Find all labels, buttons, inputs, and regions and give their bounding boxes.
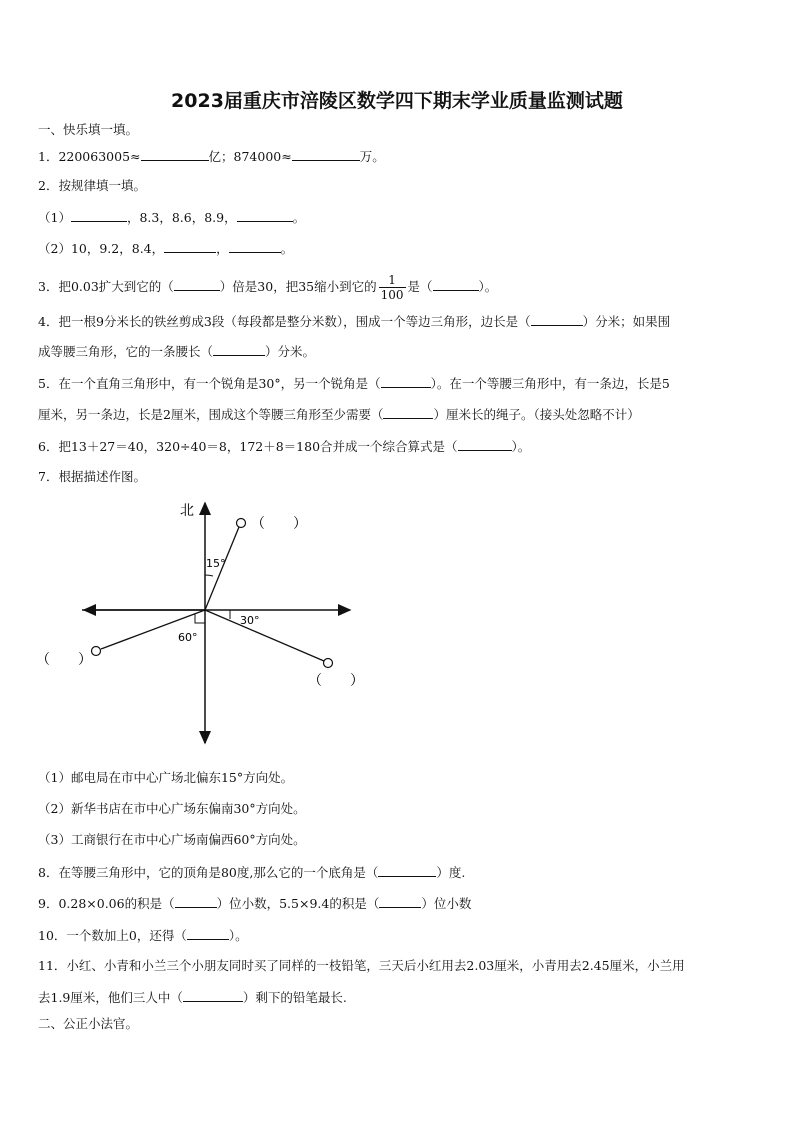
north-label: 北 <box>180 503 194 519</box>
q9-text-a: 9．0.28×0.06的积是（ <box>38 896 175 911</box>
angle-marker-60 <box>195 614 205 623</box>
fraction <box>379 273 406 302</box>
question-1 <box>38 146 758 167</box>
answer-blank[interactable] <box>379 893 421 908</box>
q9-text-c: ）位小数 <box>421 896 472 911</box>
answer-blank[interactable] <box>433 276 479 291</box>
question-3 <box>38 273 758 302</box>
q8-text-a: 8．在等腰三角形中，它的顶角是80度,那么它的一个底角是（ <box>38 865 379 880</box>
question-7-item-1: （1）邮电局在市中心广场北偏东15°方向处。 <box>38 770 294 785</box>
angle-label-15: 15° <box>206 557 226 570</box>
answer-paren[interactable]: （ ） <box>36 652 92 668</box>
answer-blank[interactable] <box>383 404 433 419</box>
q2-row1-text-b: ，8.3，8.6，8.9， <box>126 210 237 225</box>
q4-text-d: ）分米。 <box>265 344 316 359</box>
q5-text-c: 厘米，另一条边，长是2厘米，围成这个等腰三角形至少需要（ <box>38 407 384 422</box>
q5-text-d: ）厘米长的绳子。（接头处忽略不计） <box>433 407 640 422</box>
fraction-numerator: 1 <box>379 273 406 288</box>
question-7-heading: 7．根据描述作图。 <box>38 469 146 484</box>
question-4-line-2 <box>38 341 758 362</box>
q2-row2-text-b: ， <box>216 241 229 256</box>
question-6 <box>38 436 758 457</box>
question-5-line-2 <box>38 404 758 425</box>
question-11-line-2 <box>38 987 758 1008</box>
q3-text-c: 是（ <box>407 279 433 294</box>
section-two-heading: 二、公正小法官。 <box>38 1016 139 1031</box>
q4-text-b: ）分米；如果围 <box>582 314 671 329</box>
q11-text-c: ）剩下的铅笔最长. <box>242 990 347 1005</box>
answer-blank[interactable] <box>183 987 243 1002</box>
q1-text-b: 亿；874000≈ <box>208 149 292 164</box>
page-title: 2023届重庆市涪陵区数学四下期末学业质量监测试题 <box>171 90 623 112</box>
q4-text-a: 4．把一根9分米长的铁丝剪成3段（每段都是整分米数），围成一个等边三角形，边长是（ <box>38 314 531 329</box>
q10-text-b: ）。 <box>228 928 248 943</box>
q3-text-a: 3．把0.03扩大到它的（ <box>38 279 174 294</box>
q8-text-b: ）度. <box>436 865 466 880</box>
answer-blank[interactable] <box>164 238 216 253</box>
answer-paren[interactable]: （ ） <box>251 516 307 532</box>
q3-text-d: ）。 <box>478 279 498 294</box>
answer-blank[interactable] <box>175 893 217 908</box>
ray-bookstore <box>205 610 324 661</box>
answer-blank[interactable] <box>213 341 265 356</box>
answer-paren[interactable]: （ ） <box>308 673 364 689</box>
q1-text-c: 万。 <box>359 149 385 164</box>
question-4-line-1 <box>38 311 758 332</box>
bookstore-point <box>324 659 333 668</box>
answer-blank[interactable] <box>174 276 220 291</box>
compass-diagram <box>30 495 370 755</box>
question-7-item-3: （3）工商银行在市中心广场南偏西60°方向处。 <box>38 832 306 847</box>
angle-arc-15 <box>205 575 213 576</box>
q9-text-b: ）位小数，5.5×9.4的积是（ <box>216 896 380 911</box>
q6-text-b: ）。 <box>511 439 531 454</box>
q2-row2-text-a: （2）10，9.2，8.4， <box>38 241 165 256</box>
q10-text-a: 10．一个数加上0，还得（ <box>38 928 187 943</box>
answer-blank[interactable] <box>237 207 293 222</box>
question-11-line-1: 11．小红、小青和小兰三个小朋友同时买了同样的一枝铅笔，三天后小红用去2.03厘米，小青用去2.45厘米，小兰用 <box>38 958 685 973</box>
post-office-point <box>237 519 246 528</box>
q11-text-b: 去1.9厘米，他们三人中（ <box>38 990 183 1005</box>
question-8 <box>38 862 758 883</box>
angle-label-30: 30° <box>240 614 260 627</box>
q1-text-a: 1．220063005≈ <box>38 149 141 164</box>
answer-blank[interactable] <box>531 311 583 326</box>
fraction-denominator: 100 <box>380 288 404 302</box>
answer-blank[interactable] <box>378 862 436 877</box>
question-7-item-2: （2）新华书店在市中心广场东偏南30°方向处。 <box>38 801 306 816</box>
question-9 <box>38 893 758 914</box>
q2-row1-text-a: （1） <box>38 210 71 225</box>
answer-blank[interactable] <box>458 436 512 451</box>
q5-text-a: 5．在一个直角三角形中，有一个锐角是30°，另一个锐角是（ <box>38 376 381 391</box>
question-2-row-2 <box>38 238 758 259</box>
q2-row2-text-c: 。 <box>280 241 294 256</box>
q6-text-a: 6．把13＋27＝40，320÷40＝8，172＋8＝180合并成一个综合算式是（ <box>38 439 458 454</box>
question-2-row-1 <box>38 207 758 228</box>
bank-point <box>92 647 101 656</box>
question-2-heading: 2．按规律填一填。 <box>38 178 146 193</box>
answer-blank[interactable] <box>187 925 229 940</box>
q3-text-b: ）倍是30，把35缩小到它的 <box>219 279 377 294</box>
q2-row1-text-c: 。 <box>292 210 306 225</box>
question-5-line-1 <box>38 373 758 394</box>
angle-label-60: 60° <box>178 631 198 644</box>
section-one-heading: 一、快乐填一填。 <box>38 122 139 137</box>
answer-blank[interactable] <box>71 207 127 222</box>
answer-blank[interactable] <box>141 146 209 161</box>
q5-text-b: ）。在一个等腰三角形中，有一条边，长是5 <box>430 376 670 391</box>
answer-blank[interactable] <box>292 146 360 161</box>
q4-text-c: 成等腰三角形，它的一条腰长（ <box>38 344 214 359</box>
question-10 <box>38 925 758 946</box>
answer-blank[interactable] <box>229 238 281 253</box>
answer-blank[interactable] <box>381 373 431 388</box>
